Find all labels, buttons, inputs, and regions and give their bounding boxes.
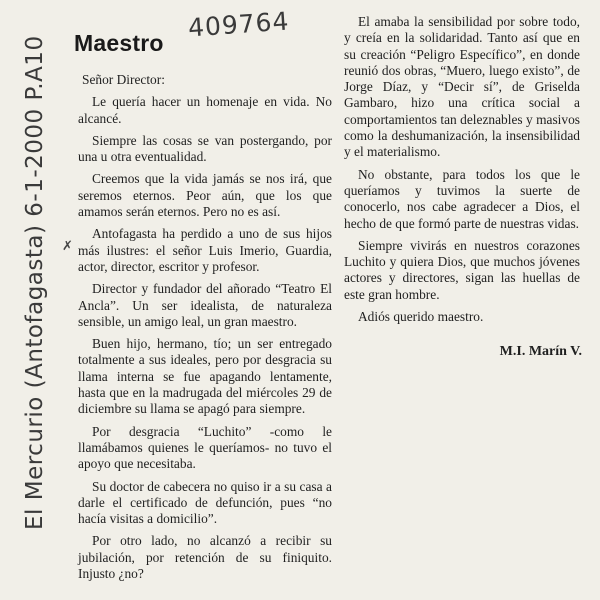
paragraph: Buen hijo, hermano, tío; un ser entregado totalmente a sus ideales, pero por desgracia su llama interna se fue apagando lentamente, hasta que en la madrugada del miércoles 29 de diciembre su llama se apagó para siempre. <box>78 336 332 417</box>
author-signature: M.I. Marín V. <box>499 344 582 359</box>
paragraph: Siempre vivirás en nuestros corazones Luchito y quiera Dios, que muchos jóvenes actores y directores, sigan las huellas de este gran hombre. <box>344 237 580 302</box>
letter-greeting: Señor Director: <box>82 72 165 87</box>
article-title: Maestro <box>74 30 164 56</box>
paragraph: Creemos que la vida jamás se nos irá, que seremos eternos. Peor aún, que los que amamos serán eternos. Pero no es así. <box>78 171 332 220</box>
paragraph: Su doctor de cabecera no quiso ir a su casa a darle el certificado de defunción, pues “no hacía visitas a domicilio”. <box>78 478 332 527</box>
paragraph: Por desgracia “Luchito” -como le llamábamos quienes le queríamos- no tuvo el apoyo que necesitaba. <box>78 423 332 472</box>
paragraph: El amaba la sensibilidad por sobre todo, y creía en la solidaridad. Tanto así que en su creación “Peligro Específico”, en donde reunió dos obras, “Muero, luego existo”, de Jorge Díaz, y “Decir sí”, de Griselda Gambaro, hizo una crítica social a comportamientos tan deleznables y masivos como la deshumanización, la insensibilidad y el materialismo. <box>344 14 580 160</box>
paragraph: Siempre las cosas se van postergando, por una u otra eventualidad. <box>78 132 332 165</box>
paragraph: Por otro lado, no alcanzó a recibir su jubilación, por retención de su finiquito. Injusto ¿no? <box>78 533 332 582</box>
paragraph: Adiós querido maestro. <box>358 309 484 325</box>
left-column <box>78 72 332 588</box>
right-column <box>344 14 580 331</box>
handwritten-archive-number: 409764 <box>187 6 291 43</box>
paragraph: Le quería hacer un homenaje en vida. No alcancé. <box>78 94 332 126</box>
paragraph: Antofagasta ha perdido a uno de sus hijos más ilustres: el señor Luis Imerio, Guardia, actor, director, escritor y profesor. <box>78 226 332 274</box>
margin-mark: ✗ <box>62 238 73 253</box>
paragraph: No obstante, para todos los que le queríamos y tuvimos la suerte de conocerlo, nos cabe agradecer a Dios, el hecho de que formó parte de nuestras vidas. <box>344 166 580 231</box>
handwritten-source-note: El Mercurio (Antofagasta) 6-1-2000 P.A10 <box>22 35 48 530</box>
paragraph: Director y fundador del añorado “Teatro El Ancla”. Un ser idealista, de naturaleza sensible, un amigo leal, un gran maestro. <box>78 281 332 329</box>
